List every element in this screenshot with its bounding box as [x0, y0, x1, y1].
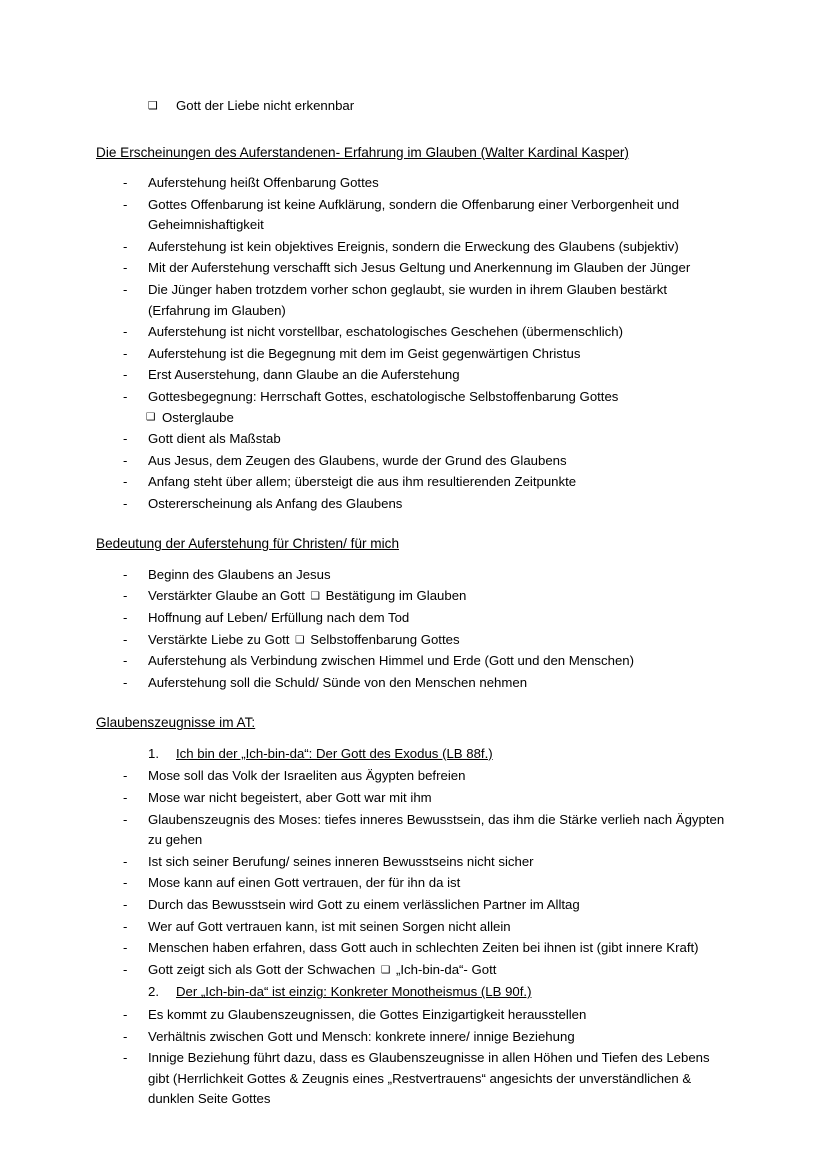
list-item [96, 195, 732, 236]
list-item [96, 766, 732, 787]
list-item-text: Beginn des Glaubens an Jesus [148, 566, 331, 582]
list-item-text-after: „Ich-bin-da“- Gott [392, 961, 497, 977]
list-item-text: Mose kann auf einen Gott vertrauen, der für ihn da ist [148, 875, 461, 891]
section-list-3b [96, 1005, 732, 1110]
top-bullet-line [96, 96, 732, 117]
numbered-subheading-text: Der „Ich-bin-da“ ist einzig: Konkreter Monotheismus (LB 90f.) [176, 984, 532, 1000]
list-item [96, 651, 732, 672]
box-bullet-icon: ❑ [295, 633, 305, 646]
list-item [96, 280, 732, 321]
list-item-text: Verhältnis zwischen Gott und Mensch: konkrete innere/ innige Beziehung [148, 1028, 575, 1044]
list-item-text: Wer auf Gott vertrauen kann, ist mit seinen Sorgen nicht allein [148, 918, 511, 934]
numbered-subheading-number: 1. [148, 745, 159, 761]
list-item-text: Verstärkte Liebe zu Gott [148, 631, 294, 647]
list-item-text: Glaubenszeugnis des Moses: tiefes inneres Bewusstsein, das ihm die Stärke verlieh nach Ägypten zu gehen [148, 811, 725, 848]
numbered-subheading-number: 2. [148, 984, 159, 1000]
list-item-text: Auferstehung soll die Schuld/ Sünde von den Menschen nehmen [148, 674, 528, 690]
list-item [96, 586, 732, 607]
list-item [96, 788, 732, 809]
list-item-text: Gottes Offenbarung ist keine Aufklärung, sondern die Offenbarung einer Verborgenheit und Geheimnishaftigkeit [148, 196, 680, 233]
list-item [96, 322, 732, 343]
list-item-text: Mose war nicht begeistert, aber Gott war mit ihm [148, 790, 432, 806]
section-heading-block-2 [96, 534, 732, 554]
section-list-1 [96, 173, 732, 515]
list-item [96, 895, 732, 916]
list-item [96, 938, 732, 959]
list-item [96, 673, 732, 694]
list-item [96, 173, 732, 194]
box-bullet-icon: ❑ [148, 99, 158, 112]
section-heading-2: Bedeutung der Auferstehung für Christen/ für mich [96, 536, 400, 552]
list-item [96, 494, 732, 515]
list-item [96, 1048, 732, 1110]
list-item [96, 258, 732, 279]
list-item-text: Erst Auserstehung, dann Glaube an die Auferstehung [148, 367, 460, 383]
numbered-subheading-1 [96, 744, 732, 765]
top-bullet-text: Gott der Liebe nicht erkennbar [176, 98, 355, 113]
list-item [96, 451, 732, 472]
list-item [96, 1027, 732, 1048]
list-item [96, 608, 732, 629]
section-heading-1: Die Erscheinungen des Auferstandenen- Erfahrung im Glauben (Walter Kardinal Kasper) [96, 144, 629, 160]
list-item [96, 344, 732, 365]
list-item-text: Menschen haben erfahren, dass Gott auch in schlechten Zeiten bei ihnen ist (gibt innere Kraft) [148, 940, 699, 956]
list-item [96, 630, 732, 651]
list-item [96, 237, 732, 258]
list-item-text-after: Bestätigung im Glauben [321, 588, 467, 604]
list-item [96, 472, 732, 493]
list-item-text: Hoffnung auf Leben/ Erfüllung nach dem Tod [148, 610, 410, 626]
list-item [96, 1005, 732, 1026]
box-bullet-icon: ❑ [310, 590, 320, 603]
list-item-text: Gottesbegegnung: Herrschaft Gottes, eschatologische Selbstoffenbarung Gottes [148, 388, 619, 404]
list-item [96, 565, 732, 586]
list-item-text: Auferstehung ist die Begegnung mit dem im Geist gegenwärtigen Christus [148, 345, 581, 361]
list-item-text: Verstärkter Glaube an Gott [148, 588, 309, 604]
list-item-text: Innige Beziehung führt dazu, dass es Glaubenszeugnisse in allen Höhen und Tiefen des Lebens gibt (Herrlichkeit Gottes & Zeugnis eines „Restvertrauens“ angesichts der unverständlichen & dunklen Seite Gottes [148, 1050, 710, 1107]
box-bullet-icon: ❑ [380, 963, 391, 976]
list-item-text: Auferstehung ist nicht vorstellbar, eschatologisches Geschehen (übermenschlich) [148, 324, 624, 340]
list-item-text: Ostererscheinung als Anfang des Glaubens [148, 495, 403, 511]
sub-box-line [148, 408, 732, 429]
section-heading-block-1 [96, 143, 732, 163]
list-item [96, 365, 732, 386]
list-item [96, 387, 732, 428]
list-item-text: Durch das Bewusstsein wird Gott zu einem verlässlichen Partner im Alltag [148, 896, 580, 912]
list-item [96, 429, 732, 450]
list-item-text-after: Selbstoffenbarung Gottes [306, 631, 460, 647]
list-item-text: Auferstehung ist kein objektives Ereignis, sondern die Erweckung des Glaubens (subjektiv) [148, 238, 679, 254]
list-item [96, 873, 732, 894]
list-item [96, 917, 732, 938]
sub-box-text: Osterglaube [162, 409, 234, 425]
section-list-2 [96, 565, 732, 694]
section-heading-block-3 [96, 713, 732, 733]
list-item [96, 852, 732, 873]
numbered-subheading-2 [96, 982, 732, 1003]
list-item-text: Es kommt zu Glaubenszeugnissen, die Gottes Einzigartigkeit herausstellen [148, 1006, 587, 1022]
list-item-text: Anfang steht über allem; übersteigt die aus ihm resultierenden Zeitpunkte [148, 474, 577, 490]
list-item-text: Gott zeigt sich als Gott der Schwachen [148, 961, 379, 977]
list-item-text: Mit der Auferstehung verschafft sich Jesus Geltung und Anerkennung im Glauben der Jünger [148, 260, 691, 276]
section-list-3a [96, 766, 732, 980]
numbered-subheading-text: Ich bin der „Ich-bin-da“: Der Gott des Exodus (LB 88f.) [176, 745, 493, 761]
list-item-text: Die Jünger haben trotzdem vorher schon geglaubt, sie wurden in ihrem Glauben bestärkt (Erfahrung im Glauben) [148, 281, 668, 318]
list-item [96, 810, 732, 851]
box-bullet-icon: ❑ [146, 410, 156, 423]
list-item [96, 960, 732, 981]
list-item-text: Gott dient als Maßstab [148, 431, 281, 447]
list-item-text: Ist sich seiner Berufung/ seines inneren Bewusstseins nicht sicher [148, 853, 534, 869]
list-item-text: Auferstehung als Verbindung zwischen Himmel und Erde (Gott und den Menschen) [148, 653, 635, 669]
section-heading-3: Glaubenszeugnisse im AT: [96, 715, 256, 731]
list-item-text: Aus Jesus, dem Zeugen des Glaubens, wurde der Grund des Glaubens [148, 452, 567, 468]
list-item-text: Auferstehung heißt Offenbarung Gottes [148, 174, 379, 190]
list-item-text: Mose soll das Volk der Israeliten aus Ägypten befreien [148, 768, 466, 784]
document-body [96, 96, 732, 1110]
